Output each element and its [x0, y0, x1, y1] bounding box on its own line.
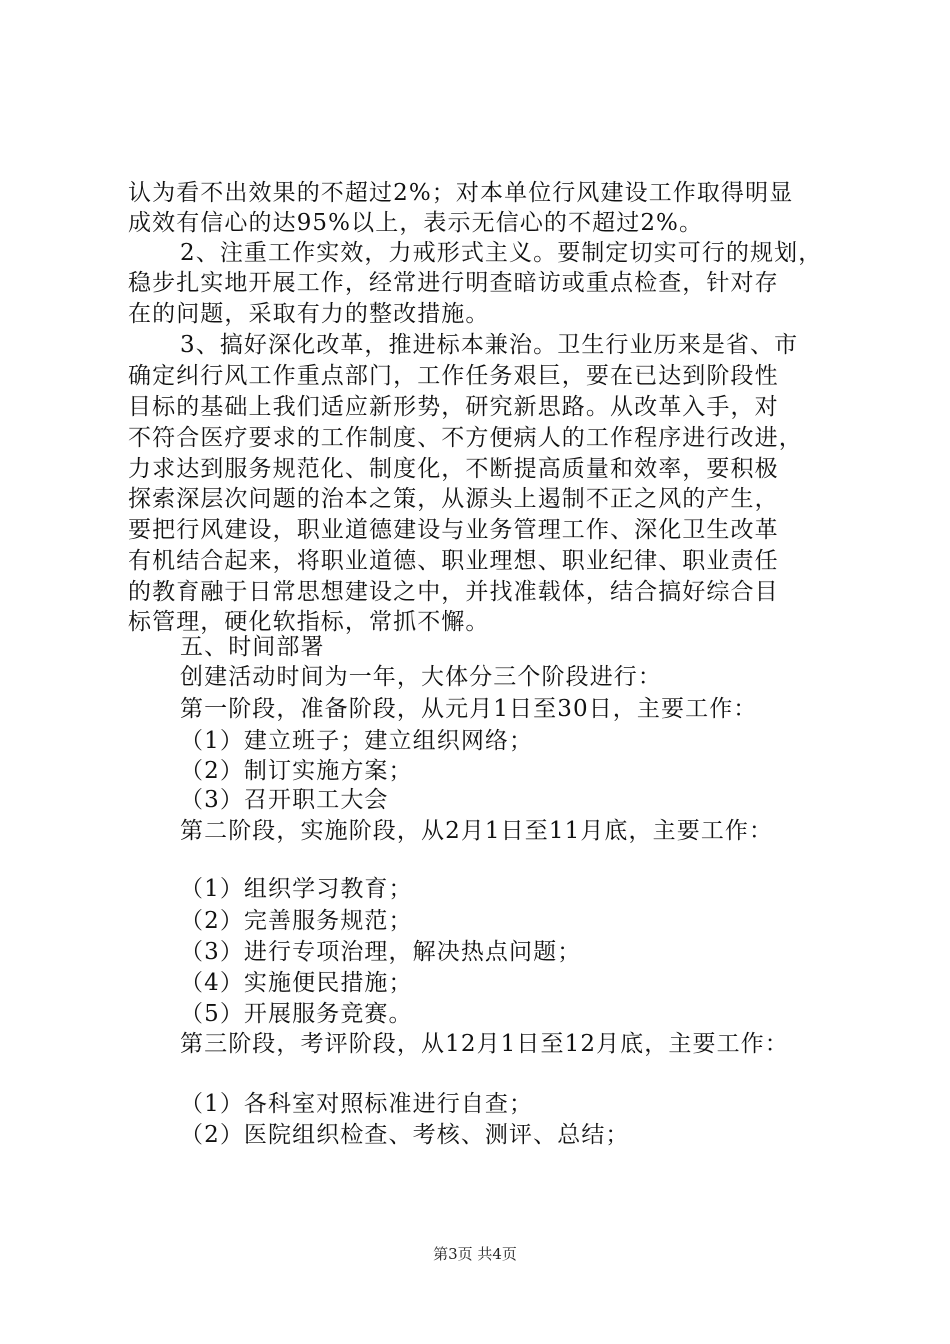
phase-heading: 第一阶段，准备阶段，从元月1日至30日，主要工作：: [180, 696, 758, 722]
paragraph-line: 在的问题，采取有力的整改措施。: [128, 301, 490, 327]
phase-heading: 第三阶段，考评阶段，从12月1日至12月底，主要工作：: [180, 1031, 789, 1057]
phase-heading: 第二阶段，实施阶段，从2月1日至11月底，主要工作：: [180, 818, 774, 844]
paragraph-line: 不符合医疗要求的工作制度、不方便病人的工作程序进行改进，: [128, 425, 803, 451]
list-item: （2）制订实施方案；: [180, 758, 413, 784]
list-item: （4）实施便民措施；: [180, 970, 413, 996]
paragraph-line: 目标的基础上我们适应新形势，研究新思路。从改革入手，对: [128, 394, 779, 420]
paragraph-line: 创建活动时间为一年，大体分三个阶段进行：: [180, 664, 662, 690]
section-heading: 五、时间部署: [180, 634, 325, 660]
list-item: （1）各科室对照标准进行自查；: [180, 1091, 534, 1117]
list-item: （3）召开职工大会: [180, 787, 389, 813]
list-item: （3）进行专项治理，解决热点问题；: [180, 939, 582, 965]
paragraph-line: 有机结合起来，将职业道德、职业理想、职业纪律、职业责任: [128, 548, 779, 574]
page-number-footer: 第3页 共4页: [433, 1245, 517, 1263]
paragraph-line: 探索深层次问题的治本之策，从源头上遏制不正之风的产生，: [128, 486, 779, 512]
list-item: （1）建立班子；建立组织网络；: [180, 728, 534, 754]
paragraph-line: 成效有信心的达95%以上，表示无信心的不超过2%。: [128, 210, 704, 236]
paragraph-line: 认为看不出效果的不超过2%；对本单位行风建设工作取得明显: [128, 180, 794, 206]
paragraph-line: 3、搞好深化改革，推进标本兼治。卫生行业历来是省、市: [180, 332, 799, 358]
paragraph-line: 力求达到服务规范化、制度化，不断提高质量和效率，要积极: [128, 456, 779, 482]
list-item: （2）完善服务规范；: [180, 908, 413, 934]
paragraph-line: 确定纠行风工作重点部门，工作任务艰巨，要在已达到阶段性: [128, 363, 779, 389]
paragraph-line: 标管理，硬化软指标，常抓不懈。: [128, 609, 490, 635]
list-item: （5）开展服务竞赛。: [180, 1001, 413, 1027]
paragraph-line: 2、注重工作实效，力戒形式主义。要制定切实可行的规划，: [180, 240, 823, 266]
paragraph-line: 稳步扎实地开展工作，经常进行明查暗访或重点检查，针对存: [128, 270, 779, 296]
list-item: （1）组织学习教育；: [180, 876, 413, 902]
paragraph-line: 的教育融于日常思想建设之中，并找准载体，结合搞好综合目: [128, 579, 779, 605]
list-item: （2）医院组织检查、考核、测评、总结；: [180, 1122, 630, 1148]
paragraph-line: 要把行风建设，职业道德建设与业务管理工作、深化卫生改革: [128, 517, 779, 543]
